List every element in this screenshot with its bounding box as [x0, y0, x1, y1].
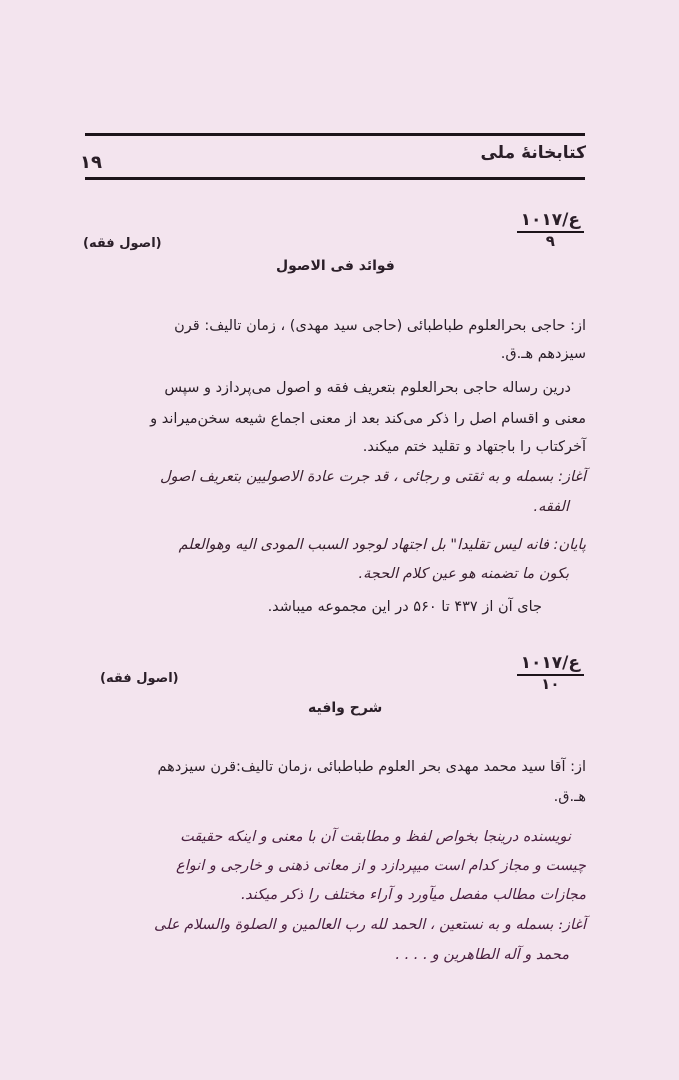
entry-2-description-line: چیست و مجاز کدام است میپردازد و از معانی ذهنی و خارجی و انواع [176, 858, 586, 874]
entry-2-author-line: از: آقا سید محمد مهدی بحر العلوم طباطبائی ،زمان تالیف:قرن سیزدهم [157, 759, 586, 775]
entry-1-shelf-code [517, 210, 584, 249]
entry-1-location: جای آن از ۴۳۷ تا ۵۶۰ در این مجموعه میباشد. [267, 599, 542, 615]
entry-2-description-line: مجازات مطالب مفصل میآورد و آراء مختلف را ذکر میکند. [240, 887, 586, 903]
entry-1-description-line: آخرکتاب را باجتهاد و تقلید ختم میکند. [362, 439, 586, 455]
header-bottom-rule [85, 177, 585, 180]
entry-2-author-line: هـ.ق. [553, 789, 586, 805]
entry-1-description-line: معنی و اقسام اصل را ذکر می‌کند بعد از معنی اجماع شیعه سخن‌میراند و [150, 411, 586, 427]
entry-2-description-line: نویسنده درینجا بخواص لفظ و مطابقت آن با معنی و اینکه حقیقت [180, 829, 571, 845]
library-title: کتابخانهٔ ملی [480, 143, 586, 163]
entry-1-code-top: ع/۱۰۱۷ [517, 210, 584, 233]
entry-1-payan-line: بکون ما تضمنه هو عین کلام الحجة. [358, 566, 569, 582]
entry-2-category: (اصول فقه) [100, 671, 179, 686]
entry-1-description-line: درین رساله حاجی بحرالعلوم بتعریف فقه و اصول می‌پردازد و سپس [164, 380, 571, 396]
page-number: ۱۹ [80, 152, 102, 173]
entry-1-code-bottom: ۹ [545, 232, 555, 250]
entry-1-category: (اصول فقه) [83, 236, 162, 251]
entry-1-author-line: سیزدهم هـ.ق. [500, 346, 586, 362]
entry-2-title: شرح وافیه [308, 700, 383, 716]
entry-2-aghaz-line: آغاز: بسمله و به نستعین ، الحمد لله رب العالمین و الصلوة والسلام علی [154, 917, 586, 933]
header-top-rule [85, 133, 585, 136]
entry-1-aghaz-line: الفقه. [533, 499, 569, 515]
entry-1-author-line: از: حاجی بحرالعلوم طباطبائی (حاجی سید مهدی) ، زمان تالیف: قرن [174, 318, 586, 334]
entry-2-code-bottom: ۱۰ [541, 675, 560, 693]
entry-2-aghaz-line: محمد و آله الطاهرین و . . . . [394, 947, 569, 963]
entry-1-payan-line: پایان: فانه لیس تقلیدا" بل اجتهاد لوجود السبب المودی الیه وهوالعلم [178, 537, 586, 553]
entry-2-shelf-code [517, 653, 584, 692]
entry-1-aghaz-line: آغاز: بسمله و به ثقتی و رجائی ، قد جرت عادة الاصولیین بتعریف اصول [159, 469, 586, 485]
entry-2-code-top: ع/۱۰۱۷ [517, 653, 584, 676]
entry-1-title: فوائد فی الاصول [276, 258, 395, 274]
